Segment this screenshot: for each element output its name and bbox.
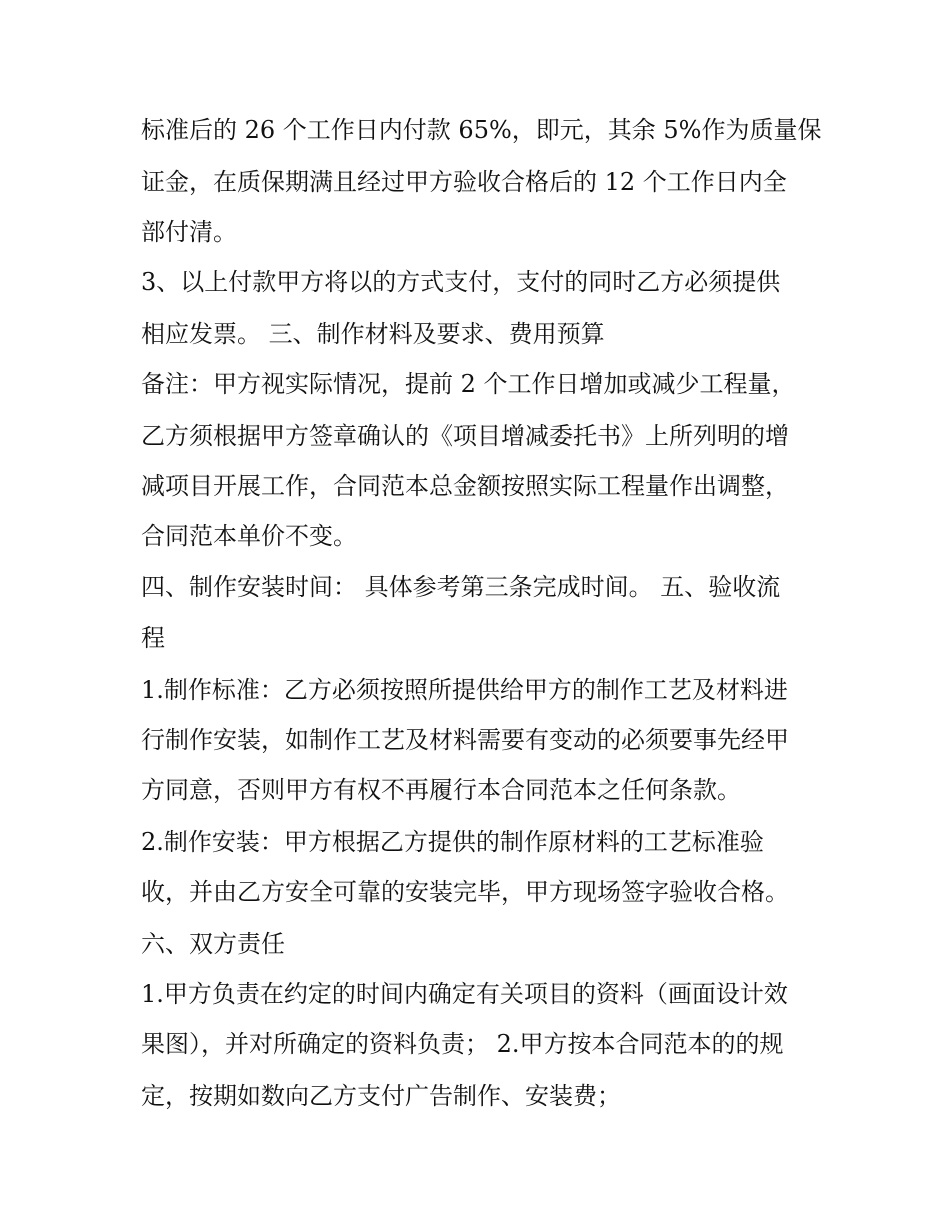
text-line: 标准后的 26 个工作日内付款 65%，即元，其余 5%作为质量保 xyxy=(141,116,822,144)
text-line: 备注：甲方视实际情况，提前 2 个工作日增加或减少工程量， xyxy=(141,370,796,398)
text-line: 证金，在质保期满且经过甲方验收合格后的 12 个工作日内全 xyxy=(141,168,787,196)
text-line: 六、双方责任 xyxy=(141,930,285,958)
text-line: 行制作安装，如制作工艺及材料需要有变动的必须要事先经甲 xyxy=(141,726,789,754)
text-line: 四、制作安装时间： 具体参考第三条完成时间。 五、验收流 xyxy=(141,573,781,601)
text-line: 果图），并对所确定的资料负责； 2.甲方按本合同范本的的规 xyxy=(141,1030,784,1058)
text-line: 乙方须根据甲方签章确认的《项目增减委托书》上所列明的增 xyxy=(141,422,789,450)
text-line: 部付清。 xyxy=(141,218,237,246)
text-line: 定，按期如数向乙方支付广告制作、安装费； xyxy=(141,1082,621,1110)
text-line: 1.甲方负责在约定的时间内确定有关项目的资料（画面设计效 xyxy=(141,980,788,1008)
text-line: 程 xyxy=(141,624,165,652)
text-line: 收，并由乙方安全可靠的安装完毕，甲方现场签字验收合格。 xyxy=(141,878,789,906)
text-line: 2.制作安装：甲方根据乙方提供的制作原材料的工艺标准验 xyxy=(141,828,764,856)
text-line: 减项目开展工作，合同范本总金额按照实际工程量作出调整， xyxy=(141,472,789,500)
text-line: 相应发票。 三、制作材料及要求、费用预算 xyxy=(141,320,605,348)
text-line: 方同意，否则甲方有权不再履行本合同范本之任何条款。 xyxy=(141,776,741,804)
text-line: 合同范本单价不变。 xyxy=(141,522,357,550)
text-line: 3、以上付款甲方将以的方式支付，支付的同时乙方必须提供 xyxy=(141,268,781,296)
text-line: 1.制作标准：乙方必须按照所提供给甲方的制作工艺及材料进 xyxy=(141,676,788,704)
